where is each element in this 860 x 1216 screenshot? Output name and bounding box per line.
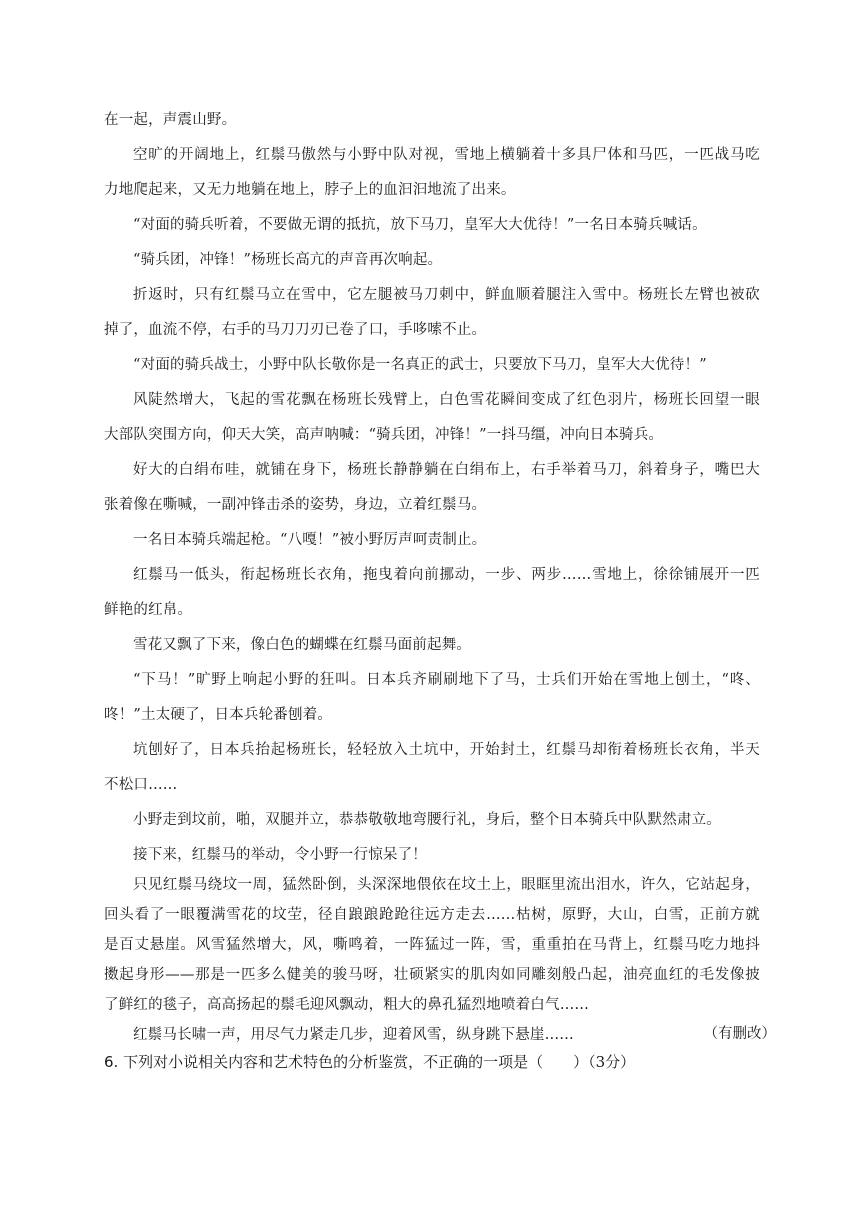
passage-line: 雪花又飘了下来，像白色的蝴蝶在红鬃马面前起舞。 [133,637,472,653]
passage-line: 力地爬起来，又无力地躺在地上，脖子上的血汩汩地流了出来。 [104,182,516,198]
passage-line: 是百丈悬崖。风雪猛然增大，风，嘶鸣着，一阵猛过一阵，雪，重重拍在马背上，红鬃马吃力地抖 [104,937,760,953]
passage-line: 在一起，声震山野。 [104,112,237,128]
passage-line: 折返时，只有红鬃马立在雪中，它左腿被马刀刺中，鲜血顺着腿注入雪中。杨班长左臂也被砍 [133,287,760,303]
passage-line: 一名日本骑兵端起枪。“八嘎！”被小野厉声呵责制止。 [133,532,487,548]
passage-line: 回头看了一眼覆满雪花的坟茔，径自踉踉跄跄往远方走去……枯树，原野，大山，白雪，正前方就 [104,907,760,923]
passage-line: 红鬃马一低头，衔起杨班长衣角，拖曳着向前挪动，一步、两步……雪地上，徐徐铺展开一匹 [133,567,760,583]
passage-line: “下马！”旷野上响起小野的狂叫。日本兵齐刷刷地下了马，士兵们开始在雪地上刨土，“咚、 [133,672,760,688]
passage-line: “骑兵团，冲锋！”杨班长高亢的声音再次响起。 [133,252,443,268]
passage-line: 风陡然增大，飞起的雪花飘在杨班长残臂上，白色雪花瞬间变成了红色羽片，杨班长回望一眼 [133,392,760,408]
question-number: 6. [104,1053,119,1071]
passage-line: 了鲜红的毯子，高高扬起的鬃毛迎风飘动，粗大的鼻孔猛烈地喷着白气…… [104,997,590,1013]
passage-line: 坑刨好了，日本兵抬起杨班长，轻轻放入土坑中，开始封土，红鬃马却衔着杨班长衣角，半天 [133,742,760,758]
passage-line: 咚！”土太硬了，日本兵轮番刨着。 [104,707,333,723]
question-text: 下列对小说相关内容和艺术特色的分析鉴赏，不正确的一项是（ ） [123,1053,589,1071]
source-note [704,1024,777,1044]
passage-line: 空旷的开阔地上，红鬃马傲然与小野中队对视，雪地上横躺着十多具尸体和马匹，一匹战马吃 [133,147,760,163]
passage-line: 掉了，血流不停，右手的马刀刀刃已卷了口，手哆嗦不止。 [104,322,487,338]
passage-line: 只见红鬃马绕坟一周，猛然卧倒，头深深地偎依在坟土上，眼眶里流出泪水，许久，它站起身， [133,877,760,893]
question-6 [104,1052,635,1072]
passage-line: 红鬃马长啸一声，用尽气力紧走几步，迎着风雪，纵身跳下悬崖…… [133,1027,574,1043]
passage-line: 鲜艳的红帛。 [104,602,193,618]
passage-line: 好大的白绢布哇，就铺在身下，杨班长静静躺在白绢布上，右手举着马刀，斜着身子，嘴巴大 [133,462,760,478]
passage-line: 不松口…… [104,777,178,793]
passage-line: 接下来，红鬃马的举动，令小野一行惊呆了！ [133,847,427,863]
source-note-text: （有删改） [703,1026,776,1042]
passage-line: 张着像在嘶喊，一副冲锋击杀的姿势，身边，立着红鬃马。 [104,497,487,513]
passage-line: 小野走到坟前，啪，双腿并立，恭恭敬敬地弯腰行礼，身后，整个日本骑兵中队默然肃立。 [133,812,721,828]
passage-line: 擞起身形——那是一匹多么健美的骏马呀，壮硕紧实的肌肉如同雕刻般凸起，油亮血红的毛发像披 [104,967,760,983]
question-points: （3分） [588,1053,636,1071]
passage-line: “对面的骑兵听着，不要做无谓的抵抗，放下马刀，皇军大大优待！”一名日本骑兵喊话。 [133,217,707,233]
passage-line: “对面的骑兵战士，小野中队长敬你是一名真正的武士，只要放下马刀，皇军大大优待！” [133,357,707,373]
passage-line: 大部队突围方向，仰天大笑，高声呐喊：“骑兵团，冲锋！”一抖马缰，冲向日本骑兵。 [104,427,664,443]
